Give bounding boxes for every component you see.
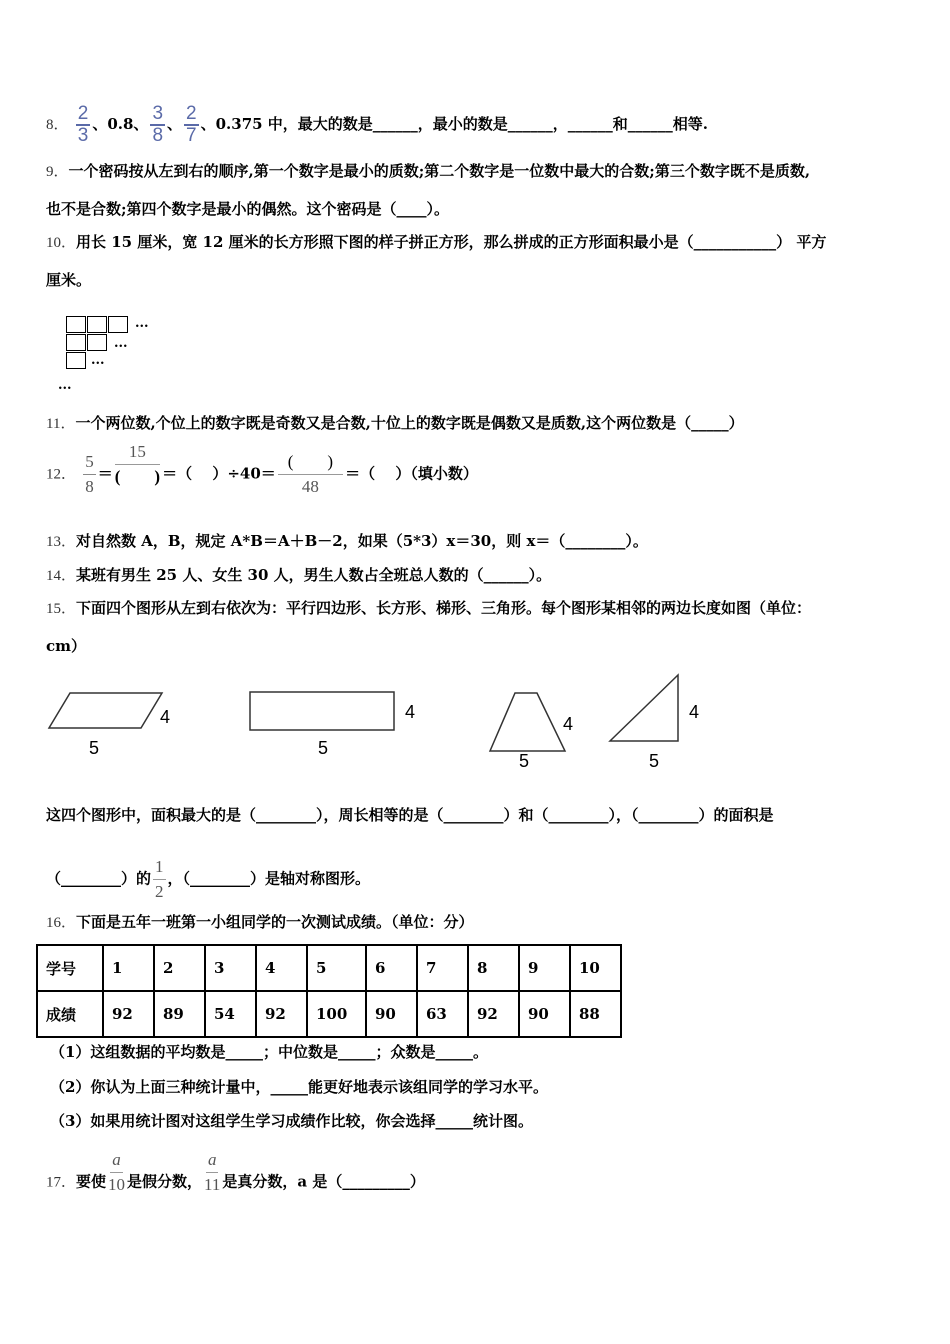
ellipsis: ... [58,378,72,393]
table-row-ids [37,945,621,991]
question-10 [46,232,826,253]
tile [87,334,107,351]
tile [66,316,86,333]
fraction-a-11 [204,1148,220,1197]
question-16 [46,912,474,933]
question-8 [46,104,708,146]
question-12 [46,442,478,499]
denominator-blank: ( ) [114,467,161,486]
question-15-prompt: 这四个图形中，面积最大的是（________），周长相等的是（________）和（________），（________）的面积是 [46,806,774,824]
denominator: 48 [301,477,319,496]
tile [87,316,107,333]
text: 下面四个图形从左到右依次为：平行四边形、长方形、梯形、三角形。每个图形某相邻的两边长度如图（单位： [76,599,812,617]
text: 对自然数 A，B，规定 A*B＝A＋B－2，如果（5*3）x＝30，则 x＝（________）。 [76,532,648,550]
trapezoid-base-label: 5 [519,751,530,771]
numerator: 3 [152,103,164,124]
numerator: 2 [186,103,197,124]
question-number: 14． [46,568,77,584]
rectangle [250,692,394,730]
table-cell: 88 [570,991,621,1037]
text: 要使 [76,1172,107,1191]
question-number: 12． [46,466,77,483]
numerator: a [110,1148,123,1173]
fraction-1-2 [153,855,166,904]
parallelogram [49,693,162,728]
table-cell: 2 [154,945,205,991]
trapezoid-side-label: 4 [563,714,574,734]
question-9-line2: 也不是合数;第四个数字是最小的偶然。这个密码是（____）。 [46,200,450,218]
table-cell: 4 [256,945,307,991]
question-16-sub2: （2）你认为上面三种统计量中，_____能更好地表示该组同学的学习水平。 [50,1078,548,1096]
table-cell: 10 [570,945,621,991]
text: 是真分数，a 是（_________） [222,1172,425,1191]
question-number: 10． [46,235,77,251]
question-number: 15． [46,601,77,617]
denominator: 2 [155,882,164,901]
text: 、 [167,115,183,133]
ellipsis: ... [91,353,105,368]
denominator: 8 [85,477,94,496]
question-11 [46,413,744,434]
table-cell: 92 [103,991,154,1037]
fraction-2-7 [184,104,199,146]
rectangle-base-label: 5 [318,738,329,758]
table-cell: 5 [307,945,366,991]
question-16-sub3: （3）如果用统计图对这组学生学习成绩作比较，你会选择_____统计图。 [50,1112,533,1130]
question-number: 17． [46,1174,77,1191]
fraction-5-8 [83,450,96,499]
text: 某班有男生 25 人、女生 30 人，男生人数占全班总人数的（______）。 [76,566,552,584]
table-cell: 92 [256,991,307,1037]
trapezoid [490,693,565,751]
table-cell: 1 [103,945,154,991]
numerator: 5 [83,450,96,475]
numerator: 15 [115,440,160,465]
table-cell: 3 [205,945,256,991]
question-15-prompt-line2 [46,855,370,904]
scores-table [36,944,622,1038]
ellipsis: ... [135,316,149,331]
text: （________）的 [46,869,152,888]
text: 一个密码按从左到右的顺序,第一个数字是最小的质数;第二个数字是一位数中最大的合数;第三个数字既不是质数, [68,162,811,180]
triangle-base-label: 5 [649,751,660,771]
numerator: a [206,1148,219,1173]
parallelogram-side-label: 4 [160,707,171,727]
question-14 [46,565,551,586]
text: 是假分数， [127,1172,203,1191]
table-cell: 54 [205,991,256,1037]
table-cell: 90 [519,991,570,1037]
question-number: 11． [46,416,76,432]
text: ＝ [97,464,113,483]
question-number: 16． [46,915,77,931]
numerator-blank: ( ) [278,450,343,475]
question-16-sub1: （1）这组数据的平均数是_____；中位数是_____；众数是_____。 [50,1043,488,1061]
text: 用长 15 厘米，宽 12 厘米的长方形照下图的样子拼正方形，那么拼成的正方形面积最小是（___________） 平方 [76,233,827,251]
text: ，（________）是轴对称图形。 [167,869,371,888]
fraction-15-blank [115,440,160,489]
parallelogram-base-label: 5 [89,738,100,758]
question-17 [46,1150,425,1207]
numerator: 1 [153,855,166,880]
fraction-2-3 [76,104,91,146]
table-cell: 8 [468,945,519,991]
triangle [610,675,678,741]
question-number: 9． [46,164,69,180]
shapes-figure [0,660,950,780]
denominator: 11 [204,1175,221,1194]
row-header: 成绩 [37,991,103,1037]
denominator: 3 [77,125,89,146]
question-9 [46,161,810,182]
text: 下面是五年一班第一小组同学的一次测试成绩。（单位：分） [76,913,474,931]
text: 一个两位数,个位上的数字既是奇数又是合数,十位上的数字既是偶数又是质数,这个两位数是（_____） [75,414,744,432]
text: ＝（ ）（填小数） [345,464,478,483]
tile [66,352,86,369]
triangle-side-label: 4 [689,702,700,722]
table-cell: 63 [417,991,468,1037]
table-cell: 6 [366,945,417,991]
question-15 [46,598,811,619]
table-cell: 100 [307,991,366,1037]
table-cell: 90 [366,991,417,1037]
denominator: 7 [186,125,197,146]
table-row-scores [37,991,621,1037]
numerator: 2 [77,103,89,124]
table-cell: 7 [417,945,468,991]
fraction-3-8 [150,104,165,146]
question-number: 8． [46,117,69,133]
text: 、0.8、 [92,115,149,133]
table-cell: 9 [519,945,570,991]
rectangle-side-label: 4 [405,702,416,722]
question-15-line2: cm） [46,637,87,655]
question-13 [46,531,648,552]
question-number: 13． [46,534,77,550]
table-cell: 92 [468,991,519,1037]
text: ＝（ ）÷40＝ [162,464,276,483]
text: 、0.375 中，最大的数是______，最小的数是______，______和______相等. [200,115,709,133]
fraction-blank-48 [278,450,343,499]
ellipsis: ... [114,336,128,351]
table-cell: 89 [154,991,205,1037]
tile [108,316,128,333]
question-10-line2: 厘米。 [46,271,92,289]
fraction-a-10 [108,1148,125,1197]
row-header: 学号 [37,945,103,991]
denominator: 8 [152,125,164,146]
tile [66,334,86,351]
denominator: 10 [108,1175,126,1194]
